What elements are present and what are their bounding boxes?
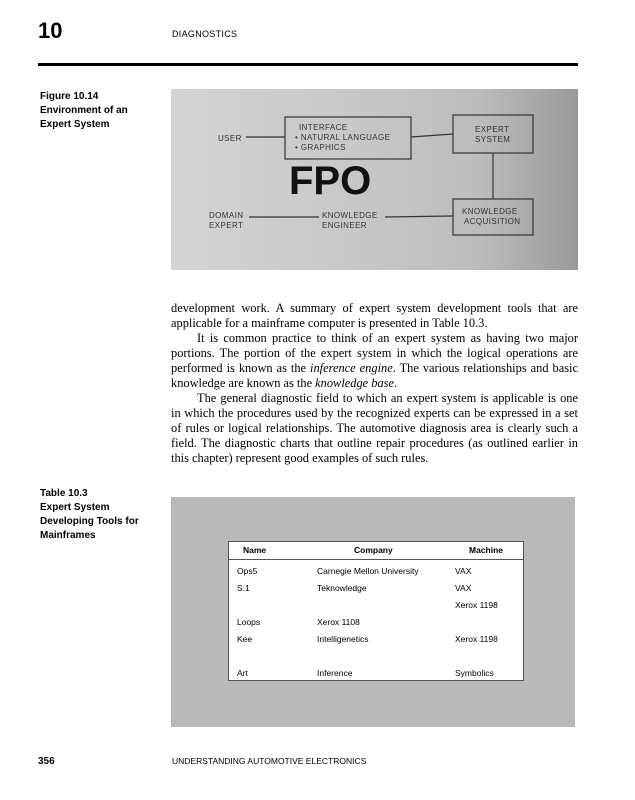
cell-company: Teknowledge <box>317 583 367 593</box>
table-caption-line: Developing Tools for <box>40 516 139 527</box>
chapter-title: DIAGNOSTICS <box>172 29 238 39</box>
book-title: UNDERSTANDING AUTOMOTIVE ELECTRONICS <box>172 756 367 766</box>
paragraph: development work. A summary of expert system development tools that are applicable for a mainframe computer is presented in Table 10.3. <box>171 301 578 330</box>
label-graphics: • GRAPHICS <box>295 143 346 152</box>
label-user: USER <box>218 134 242 143</box>
fpo-stamp: FPO <box>289 159 372 203</box>
figure-caption-line: Expert System <box>40 119 110 130</box>
chapter-number: 10 <box>38 18 63 43</box>
paragraph <box>171 331 578 391</box>
body-text <box>171 301 578 466</box>
tools-table <box>228 541 524 681</box>
header-rule <box>38 63 578 66</box>
cell-company: Xerox 1108 <box>317 617 360 627</box>
cell-company: Carnegie Mellon University <box>317 566 419 576</box>
figure-caption-line: Environment of an <box>40 105 128 116</box>
cell-machine: Xerox 1198 <box>455 634 498 644</box>
label-knowledge: KNOWLEDGE <box>322 211 378 220</box>
paragraph-text: It is common practice to think of an expert system as having two major portions. The portion of the expert system in which the logical operations are performed is known as the <box>171 331 578 375</box>
cell-machine: Symbolics <box>455 668 494 678</box>
header-name: Name <box>243 545 267 555</box>
cell-name: Loops <box>237 617 261 627</box>
cell-name: Ops5 <box>237 566 258 576</box>
table-caption <box>40 487 165 543</box>
table-panel <box>171 497 575 727</box>
figure-caption <box>40 90 160 132</box>
cell-name: S.1 <box>237 583 250 593</box>
expert-system-diagram <box>171 89 578 270</box>
table-caption-line: Mainframes <box>40 530 96 541</box>
paragraph-text: . <box>393 376 398 390</box>
cell-company: Inference <box>317 668 353 678</box>
table-caption-line: Table 10.3 <box>40 488 88 499</box>
term-inference-engine: inference engine <box>310 361 393 375</box>
label-expert: EXPERT <box>475 125 510 134</box>
label-acquisition: ACQUISITION <box>464 217 521 226</box>
table-header-row <box>229 542 523 560</box>
term-knowledge-base: knowledge base <box>315 376 394 390</box>
page-number: 356 <box>38 756 55 767</box>
paragraph: The general diagnostic field to which an expert system is applicable is one in which the procedures used by the recognized experts can be expressed in a set of rules or logical relationships. The automotive diagnosis area is clearly such a field. The diagnostic charts that outline repair procedures (as outlined earlier in this chapter) represent good examples of such rules. <box>171 391 578 465</box>
cell-machine: Xerox 1198 <box>455 600 498 610</box>
diagram-drawing <box>171 89 578 270</box>
table-caption-line: Expert System <box>40 502 110 513</box>
cell-company: Intelligenetics <box>317 634 369 644</box>
cell-name: Kee <box>237 634 253 644</box>
label-domain: DOMAIN <box>209 211 244 220</box>
engineer-acquisition-line <box>385 216 453 217</box>
paragraph-text: . The various relationships and basic knowledge are known as the <box>171 361 578 390</box>
interface-expert-line <box>411 134 453 137</box>
expert-system-box <box>453 115 533 153</box>
label-natural-language: • NATURAL LANGUAGE <box>295 133 391 142</box>
label-engineer: ENGINEER <box>322 221 367 230</box>
label-knowledge-acq: KNOWLEDGE <box>462 207 518 216</box>
cell-machine: VAX <box>455 583 472 593</box>
figure-caption-line: Figure 10.14 <box>40 91 99 102</box>
header-company: Company <box>354 545 393 555</box>
label-interface: INTERFACE <box>299 123 348 132</box>
label-system: SYSTEM <box>475 135 511 144</box>
cell-name: Art <box>237 668 248 678</box>
label-domain-expert: EXPERT <box>209 221 244 230</box>
cell-machine: VAX <box>455 566 472 576</box>
header-machine: Machine <box>469 545 504 555</box>
